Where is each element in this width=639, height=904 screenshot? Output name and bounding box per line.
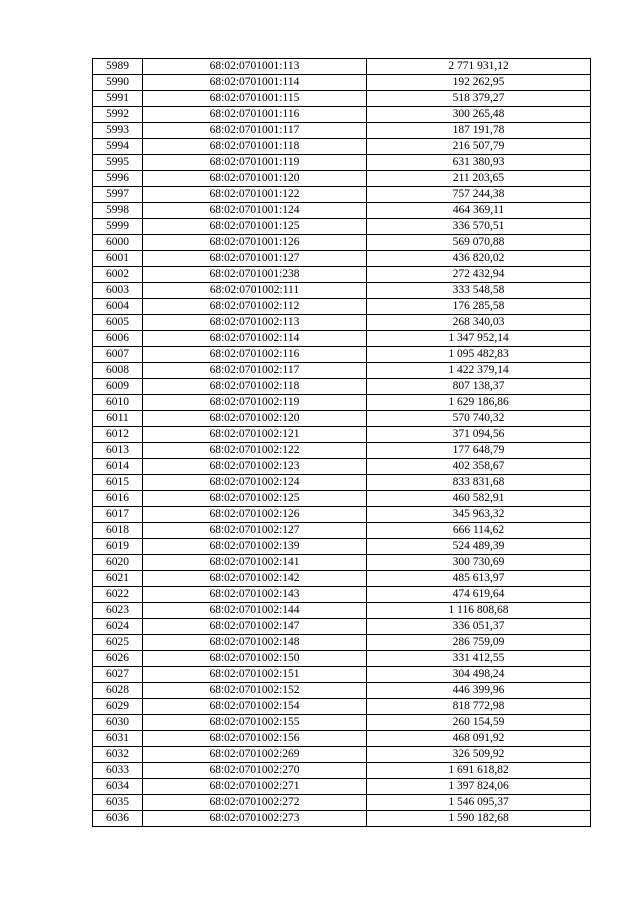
row-number-cell: 6033 [93,763,143,779]
table-row [93,155,591,171]
table-row [93,395,591,411]
cadastral-value-cell: 833 831,68 [367,475,591,491]
cadastral-number-cell: 68:02:0701001:238 [143,267,367,283]
table-row [93,507,591,523]
row-number-cell: 5992 [93,107,143,123]
cadastral-value-cell: 177 648,79 [367,443,591,459]
cadastral-number-cell: 68:02:0701002:152 [143,683,367,699]
table-row [93,427,591,443]
row-number-cell: 5991 [93,91,143,107]
cadastral-number-cell: 68:02:0701002:125 [143,491,367,507]
cadastral-value-table [92,58,591,827]
table-row [93,299,591,315]
table-row [93,75,591,91]
row-number-cell: 5999 [93,219,143,235]
table-row [93,731,591,747]
table-row [93,763,591,779]
table-row [93,683,591,699]
row-number-cell: 6017 [93,507,143,523]
table-body [93,59,591,827]
cadastral-number-cell: 68:02:0701002:119 [143,395,367,411]
cadastral-number-cell: 68:02:0701002:150 [143,651,367,667]
row-number-cell: 6013 [93,443,143,459]
row-number-cell: 5995 [93,155,143,171]
table-row [93,235,591,251]
cadastral-value-cell: 1 095 482,83 [367,347,591,363]
cadastral-number-cell: 68:02:0701001:115 [143,91,367,107]
row-number-cell: 6002 [93,267,143,283]
cadastral-value-cell: 336 570,51 [367,219,591,235]
cadastral-number-cell: 68:02:0701002:154 [143,699,367,715]
cadastral-number-cell: 68:02:0701002:142 [143,571,367,587]
row-number-cell: 5997 [93,187,143,203]
cadastral-number-cell: 68:02:0701002:114 [143,331,367,347]
cadastral-number-cell: 68:02:0701002:139 [143,539,367,555]
table-row [93,491,591,507]
row-number-cell: 6026 [93,651,143,667]
table-row [93,651,591,667]
cadastral-value-cell: 1 116 808,68 [367,603,591,619]
row-number-cell: 6029 [93,699,143,715]
row-number-cell: 5994 [93,139,143,155]
cadastral-value-cell: 187 191,78 [367,123,591,139]
cadastral-value-cell: 300 265,48 [367,107,591,123]
cadastral-number-cell: 68:02:0701002:148 [143,635,367,651]
table-row [93,91,591,107]
row-number-cell: 6036 [93,811,143,827]
table-row [93,747,591,763]
cadastral-value-cell: 402 358,67 [367,459,591,475]
cadastral-value-cell: 333 548,58 [367,283,591,299]
row-number-cell: 6028 [93,683,143,699]
table-row [93,635,591,651]
cadastral-number-cell: 68:02:0701002:151 [143,667,367,683]
cadastral-value-cell: 436 820,02 [367,251,591,267]
row-number-cell: 6027 [93,667,143,683]
cadastral-number-cell: 68:02:0701001:127 [143,251,367,267]
cadastral-number-cell: 68:02:0701002:271 [143,779,367,795]
cadastral-value-cell: 336 051,37 [367,619,591,635]
row-number-cell: 6020 [93,555,143,571]
row-number-cell: 5990 [93,75,143,91]
cadastral-number-cell: 68:02:0701002:156 [143,731,367,747]
table-row [93,795,591,811]
table-row [93,555,591,571]
cadastral-value-cell: 304 498,24 [367,667,591,683]
row-number-cell: 6031 [93,731,143,747]
row-number-cell: 6019 [93,539,143,555]
cadastral-value-cell: 211 203,65 [367,171,591,187]
table-row [93,363,591,379]
table-row [93,459,591,475]
row-number-cell: 6021 [93,571,143,587]
cadastral-number-cell: 68:02:0701002:117 [143,363,367,379]
cadastral-value-cell: 1 691 618,82 [367,763,591,779]
cadastral-number-cell: 68:02:0701002:270 [143,763,367,779]
cadastral-number-cell: 68:02:0701002:144 [143,603,367,619]
cadastral-value-cell: 272 432,94 [367,267,591,283]
row-number-cell: 5993 [93,123,143,139]
cadastral-number-cell: 68:02:0701002:112 [143,299,367,315]
row-number-cell: 6025 [93,635,143,651]
table-row [93,187,591,203]
cadastral-number-cell: 68:02:0701001:124 [143,203,367,219]
row-number-cell: 6034 [93,779,143,795]
table-row [93,59,591,75]
cadastral-value-cell: 468 091,92 [367,731,591,747]
table-row [93,251,591,267]
table-row [93,123,591,139]
row-number-cell: 6005 [93,315,143,331]
cadastral-number-cell: 68:02:0701002:141 [143,555,367,571]
table-row [93,699,591,715]
table-row [93,587,591,603]
row-number-cell: 5998 [93,203,143,219]
cadastral-value-cell: 474 619,64 [367,587,591,603]
row-number-cell: 6016 [93,491,143,507]
cadastral-value-cell: 2 771 931,12 [367,59,591,75]
cadastral-value-cell: 460 582,91 [367,491,591,507]
cadastral-number-cell: 68:02:0701002:111 [143,283,367,299]
row-number-cell: 6004 [93,299,143,315]
table-row [93,171,591,187]
cadastral-value-cell: 631 380,93 [367,155,591,171]
cadastral-value-cell: 268 340,03 [367,315,591,331]
row-number-cell: 6030 [93,715,143,731]
cadastral-value-cell: 524 489,39 [367,539,591,555]
cadastral-value-cell: 570 740,32 [367,411,591,427]
table-row [93,267,591,283]
cadastral-number-cell: 68:02:0701001:114 [143,75,367,91]
cadastral-value-cell: 331 412,55 [367,651,591,667]
cadastral-number-cell: 68:02:0701001:118 [143,139,367,155]
cadastral-value-cell: 1 347 952,14 [367,331,591,347]
table-row [93,347,591,363]
table-row [93,331,591,347]
row-number-cell: 5996 [93,171,143,187]
row-number-cell: 6035 [93,795,143,811]
cadastral-value-cell: 818 772,98 [367,699,591,715]
cadastral-value-cell: 569 070,88 [367,235,591,251]
row-number-cell: 6018 [93,523,143,539]
cadastral-value-cell: 260 154,59 [367,715,591,731]
cadastral-number-cell: 68:02:0701002:113 [143,315,367,331]
cadastral-value-cell: 286 759,09 [367,635,591,651]
cadastral-value-cell: 666 114,62 [367,523,591,539]
table-row [93,715,591,731]
row-number-cell: 6008 [93,363,143,379]
row-number-cell: 6024 [93,619,143,635]
cadastral-value-cell: 192 262,95 [367,75,591,91]
cadastral-value-cell: 807 138,37 [367,379,591,395]
cadastral-value-cell: 176 285,58 [367,299,591,315]
row-number-cell: 6000 [93,235,143,251]
cadastral-number-cell: 68:02:0701002:155 [143,715,367,731]
table-row [93,779,591,795]
table-row [93,139,591,155]
cadastral-value-cell: 446 399,96 [367,683,591,699]
cadastral-number-cell: 68:02:0701001:119 [143,155,367,171]
cadastral-value-cell: 1 590 182,68 [367,811,591,827]
cadastral-number-cell: 68:02:0701002:127 [143,523,367,539]
cadastral-number-cell: 68:02:0701002:122 [143,443,367,459]
cadastral-number-cell: 68:02:0701002:120 [143,411,367,427]
cadastral-number-cell: 68:02:0701002:269 [143,747,367,763]
table-row [93,619,591,635]
cadastral-number-cell: 68:02:0701001:117 [143,123,367,139]
cadastral-number-cell: 68:02:0701002:272 [143,795,367,811]
row-number-cell: 6011 [93,411,143,427]
cadastral-value-cell: 216 507,79 [367,139,591,155]
cadastral-value-cell: 1 422 379,14 [367,363,591,379]
table-row [93,811,591,827]
row-number-cell: 6003 [93,283,143,299]
table-row [93,571,591,587]
table-row [93,411,591,427]
cadastral-value-cell: 757 244,38 [367,187,591,203]
row-number-cell: 5989 [93,59,143,75]
table-row [93,379,591,395]
row-number-cell: 6010 [93,395,143,411]
cadastral-number-cell: 68:02:0701002:147 [143,619,367,635]
table-row [93,283,591,299]
row-number-cell: 6001 [93,251,143,267]
table-row [93,443,591,459]
row-number-cell: 6032 [93,747,143,763]
cadastral-number-cell: 68:02:0701002:123 [143,459,367,475]
cadastral-number-cell: 68:02:0701001:125 [143,219,367,235]
row-number-cell: 6023 [93,603,143,619]
cadastral-number-cell: 68:02:0701002:143 [143,587,367,603]
table-row [93,107,591,123]
row-number-cell: 6014 [93,459,143,475]
cadastral-number-cell: 68:02:0701001:113 [143,59,367,75]
cadastral-number-cell: 68:02:0701001:120 [143,171,367,187]
table-row [93,219,591,235]
cadastral-number-cell: 68:02:0701002:126 [143,507,367,523]
row-number-cell: 6007 [93,347,143,363]
table-row [93,475,591,491]
cadastral-value-cell: 371 094,56 [367,427,591,443]
row-number-cell: 6006 [93,331,143,347]
cadastral-value-cell: 1 546 095,37 [367,795,591,811]
cadastral-value-cell: 464 369,11 [367,203,591,219]
table-row [93,539,591,555]
cadastral-value-cell: 1 629 186,86 [367,395,591,411]
cadastral-value-cell: 485 613,97 [367,571,591,587]
cadastral-number-cell: 68:02:0701002:124 [143,475,367,491]
table-row [93,523,591,539]
cadastral-value-cell: 518 379,27 [367,91,591,107]
cadastral-number-cell: 68:02:0701002:116 [143,347,367,363]
table-row [93,203,591,219]
cadastral-number-cell: 68:02:0701001:116 [143,107,367,123]
cadastral-value-cell: 1 397 824,06 [367,779,591,795]
table-row [93,315,591,331]
cadastral-value-cell: 345 963,32 [367,507,591,523]
row-number-cell: 6012 [93,427,143,443]
cadastral-number-cell: 68:02:0701001:126 [143,235,367,251]
table-row [93,603,591,619]
row-number-cell: 6009 [93,379,143,395]
cadastral-value-cell: 300 730,69 [367,555,591,571]
cadastral-number-cell: 68:02:0701002:118 [143,379,367,395]
row-number-cell: 6022 [93,587,143,603]
row-number-cell: 6015 [93,475,143,491]
table-row [93,667,591,683]
cadastral-number-cell: 68:02:0701001:122 [143,187,367,203]
cadastral-value-cell: 326 509,92 [367,747,591,763]
cadastral-number-cell: 68:02:0701002:121 [143,427,367,443]
cadastral-number-cell: 68:02:0701002:273 [143,811,367,827]
